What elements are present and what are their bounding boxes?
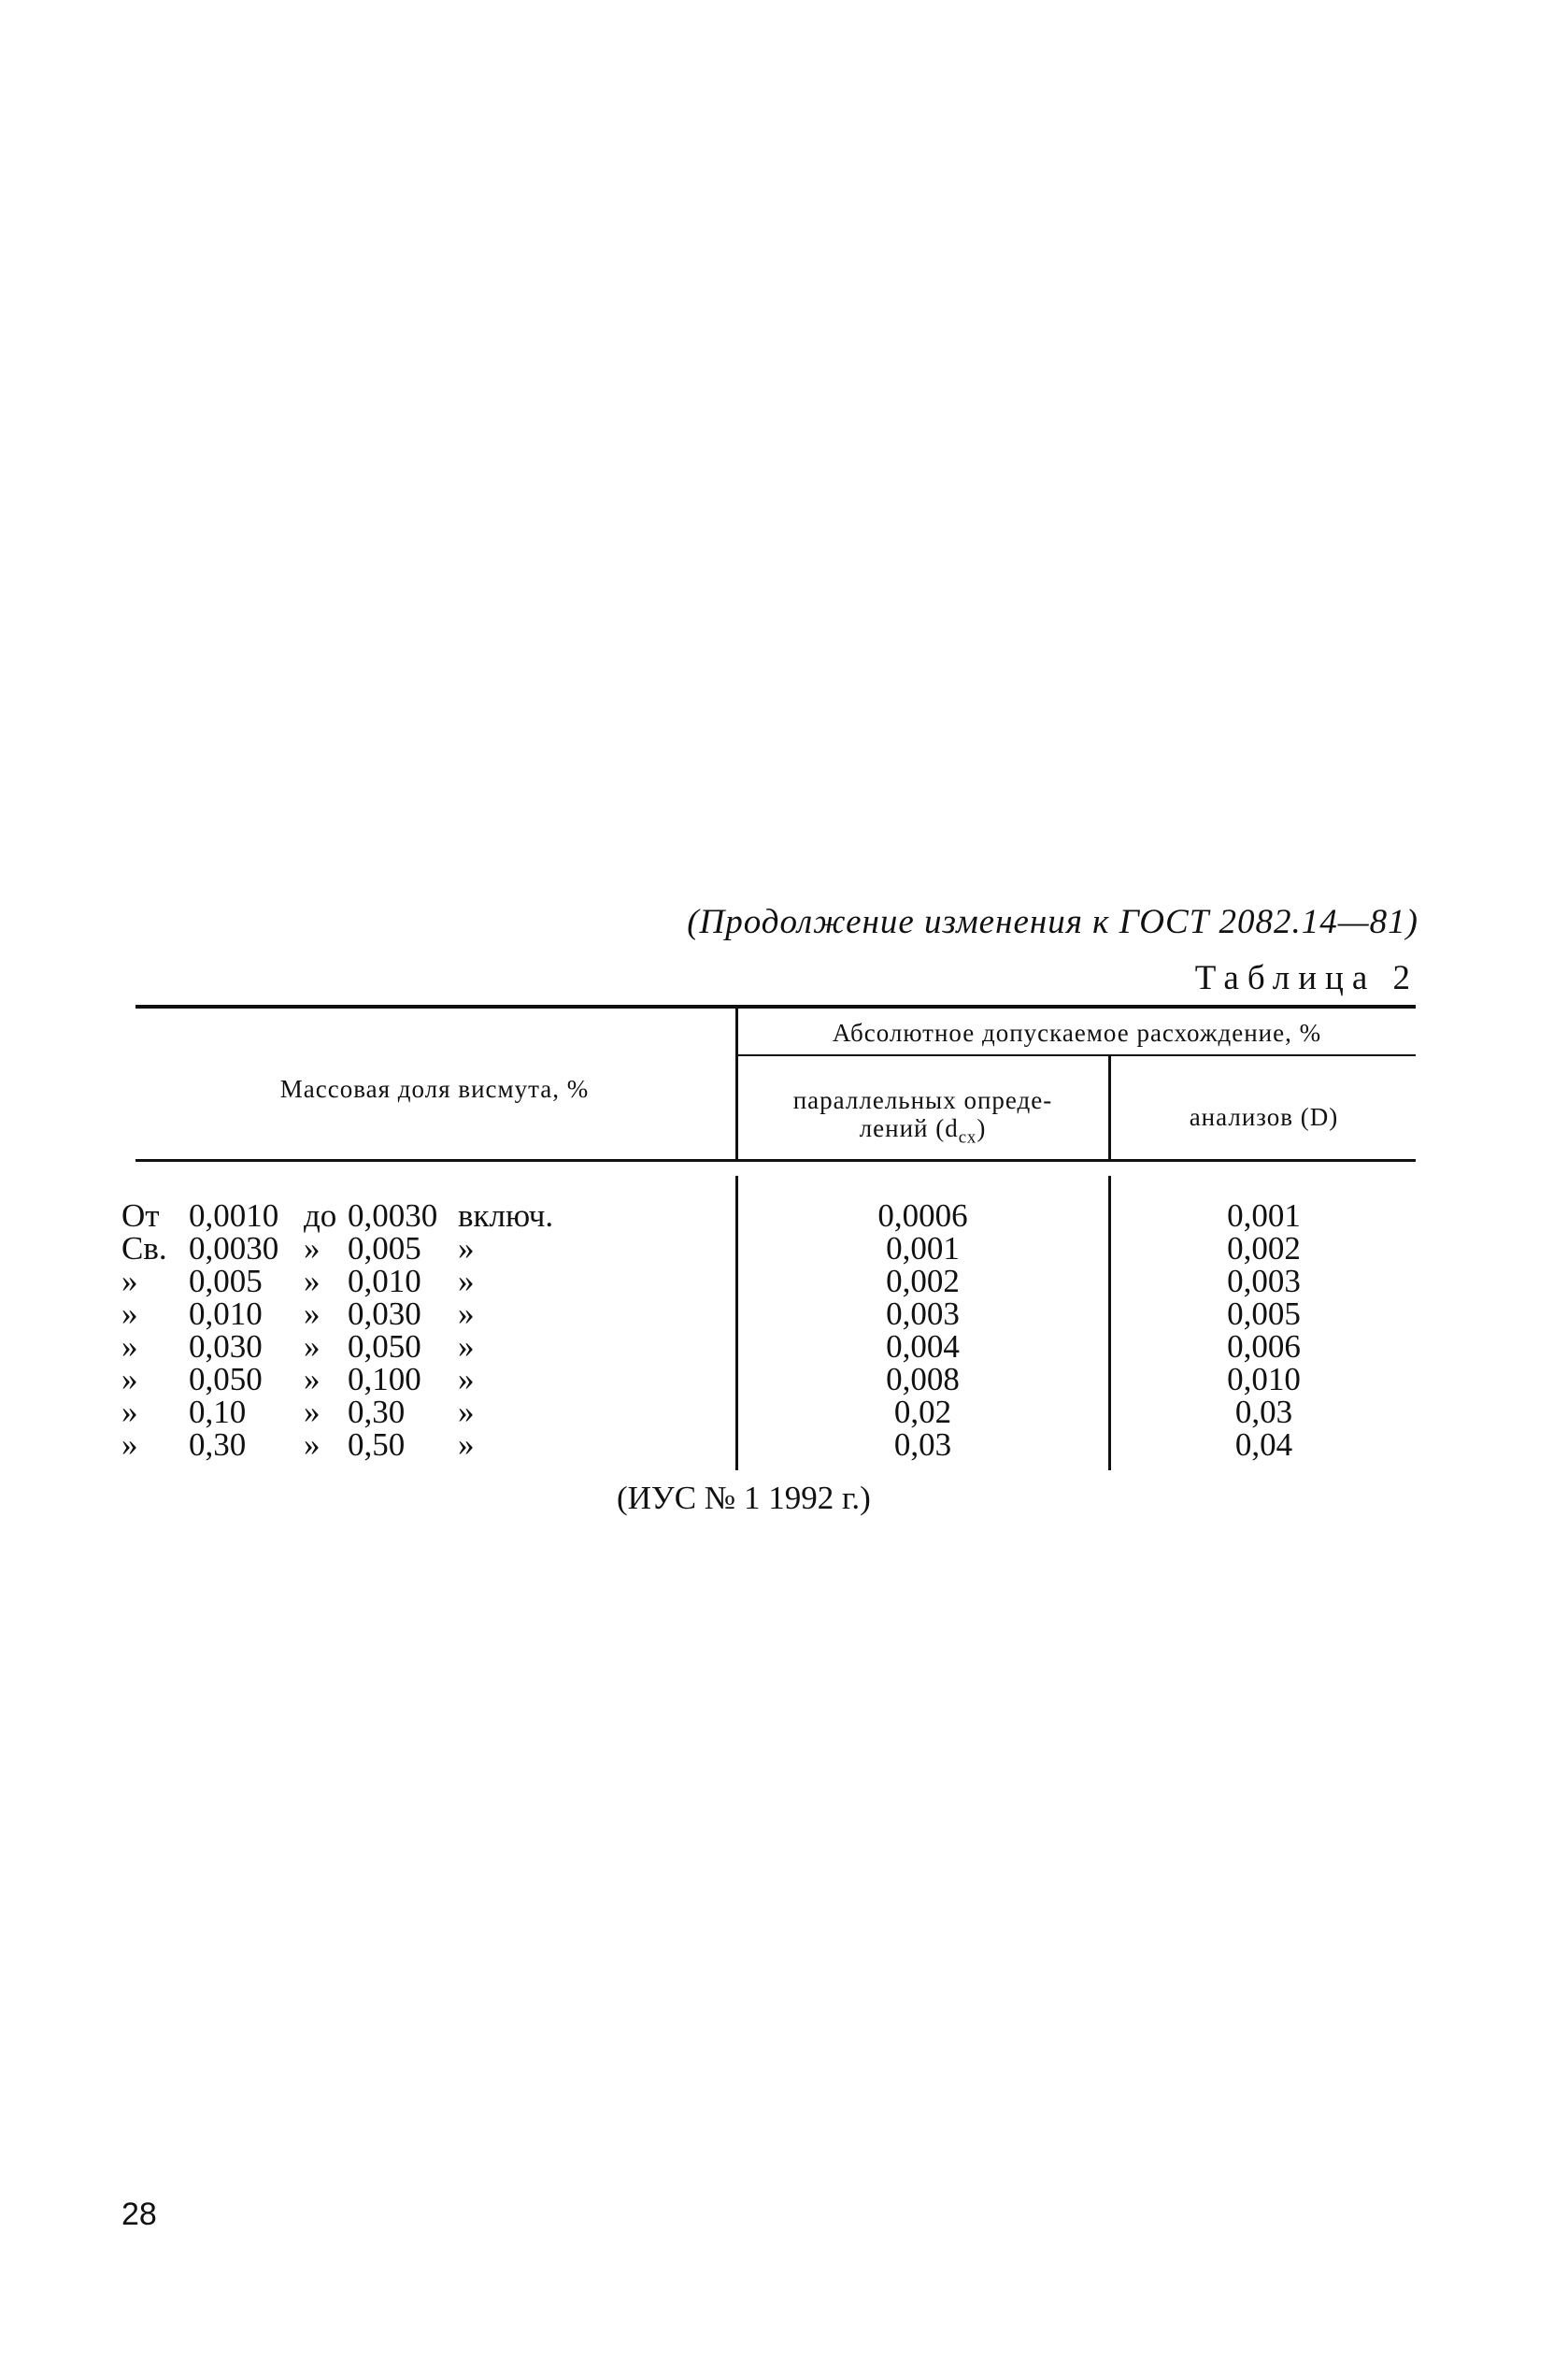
row-analyses: 0,010 xyxy=(1227,1361,1301,1397)
row-mid: до xyxy=(304,1197,337,1234)
row-analyses: 0,003 xyxy=(1227,1263,1301,1299)
row-prefix: От xyxy=(121,1197,160,1234)
row-mid: » xyxy=(304,1361,321,1397)
header-parallel-close: ) xyxy=(976,1114,987,1142)
row-from: 0,005 xyxy=(189,1263,263,1299)
row-to: 0,010 xyxy=(348,1263,421,1299)
row-to: 0,030 xyxy=(348,1296,421,1332)
row-prefix: » xyxy=(121,1328,138,1365)
row-mid: » xyxy=(304,1426,321,1463)
source-note: (ИУС № 1 1992 г.) xyxy=(617,1480,871,1516)
row-analyses: 0,04 xyxy=(1234,1426,1293,1463)
row-mid: » xyxy=(304,1263,321,1299)
row-prefix: Св. xyxy=(121,1230,167,1267)
header-mass-fraction: Массовая доля висмута, % xyxy=(279,1075,590,1103)
table-body xyxy=(121,1199,1430,1461)
row-to: 0,050 xyxy=(348,1328,421,1365)
row-to: 0,30 xyxy=(348,1394,406,1430)
row-from: 0,030 xyxy=(189,1328,263,1365)
row-to: 0,100 xyxy=(348,1361,421,1397)
header-abs-discrepancy: Абсолютное допускаемое расхождение, % xyxy=(832,1019,1322,1047)
row-prefix: » xyxy=(121,1263,138,1299)
row-parallel: 0,03 xyxy=(893,1426,952,1463)
row-parallel: 0,004 xyxy=(886,1328,960,1365)
continuation-note: (Продолжение изменения к ГОСТ 2082.14—81) xyxy=(687,903,1418,941)
row-to: 0,0030 xyxy=(348,1197,438,1234)
row-prefix: » xyxy=(121,1361,138,1397)
table-top-rule xyxy=(135,1005,1416,1009)
row-suffix: включ. xyxy=(458,1197,554,1234)
row-parallel: 0,003 xyxy=(886,1296,960,1332)
row-from: 0,0030 xyxy=(189,1230,279,1267)
row-prefix: » xyxy=(121,1394,138,1430)
row-analyses: 0,001 xyxy=(1227,1197,1301,1234)
row-parallel: 0,001 xyxy=(886,1230,960,1267)
row-suffix: » xyxy=(458,1328,475,1365)
header-analyses: анализов (D) xyxy=(1189,1103,1339,1131)
row-parallel: 0,008 xyxy=(886,1361,960,1397)
row-prefix: » xyxy=(121,1296,138,1332)
row-analyses: 0,03 xyxy=(1234,1394,1293,1430)
row-analyses: 0,005 xyxy=(1227,1296,1301,1332)
table-row xyxy=(121,1363,1430,1396)
header-parallel-line1: параллельных опреде- xyxy=(792,1086,1053,1114)
row-suffix: » xyxy=(458,1230,475,1267)
header-divider-2 xyxy=(1108,1056,1111,1159)
table-row xyxy=(121,1199,1430,1232)
row-mid: » xyxy=(304,1230,321,1267)
row-parallel: 0,0006 xyxy=(877,1197,968,1234)
row-mid: » xyxy=(304,1328,321,1365)
table-row xyxy=(121,1330,1430,1363)
header-subrule xyxy=(738,1054,1416,1056)
row-suffix: » xyxy=(458,1361,475,1397)
row-mid: » xyxy=(304,1296,321,1332)
table-row xyxy=(121,1396,1430,1428)
table-row xyxy=(121,1232,1430,1265)
header-parallel-subscript: сх xyxy=(958,1127,977,1148)
row-from: 0,30 xyxy=(189,1426,247,1463)
row-from: 0,0010 xyxy=(189,1197,279,1234)
row-from: 0,10 xyxy=(189,1394,247,1430)
row-suffix: » xyxy=(458,1394,475,1430)
row-suffix: » xyxy=(458,1296,475,1332)
table-label: Таблица 2 xyxy=(1194,959,1418,997)
header-parallel-line2 xyxy=(738,1114,1107,1152)
row-prefix: » xyxy=(121,1426,138,1463)
row-suffix: » xyxy=(458,1263,475,1299)
row-from: 0,010 xyxy=(189,1296,263,1332)
header-parallel-determinations xyxy=(738,1086,1107,1152)
page-number: 28 xyxy=(121,2197,157,2232)
table-row xyxy=(121,1428,1430,1461)
row-parallel: 0,02 xyxy=(893,1394,952,1430)
row-analyses: 0,006 xyxy=(1227,1328,1301,1365)
row-to: 0,50 xyxy=(348,1426,406,1463)
row-to: 0,005 xyxy=(348,1230,421,1267)
header-bottom-rule xyxy=(135,1159,1416,1162)
row-analyses: 0,002 xyxy=(1227,1230,1301,1267)
row-from: 0,050 xyxy=(189,1361,263,1397)
table-row xyxy=(121,1265,1430,1297)
header-parallel-line2-text: лений (d xyxy=(859,1114,959,1142)
row-suffix: » xyxy=(458,1426,475,1463)
row-mid: » xyxy=(304,1394,321,1430)
table-row xyxy=(121,1297,1430,1330)
row-parallel: 0,002 xyxy=(886,1263,960,1299)
